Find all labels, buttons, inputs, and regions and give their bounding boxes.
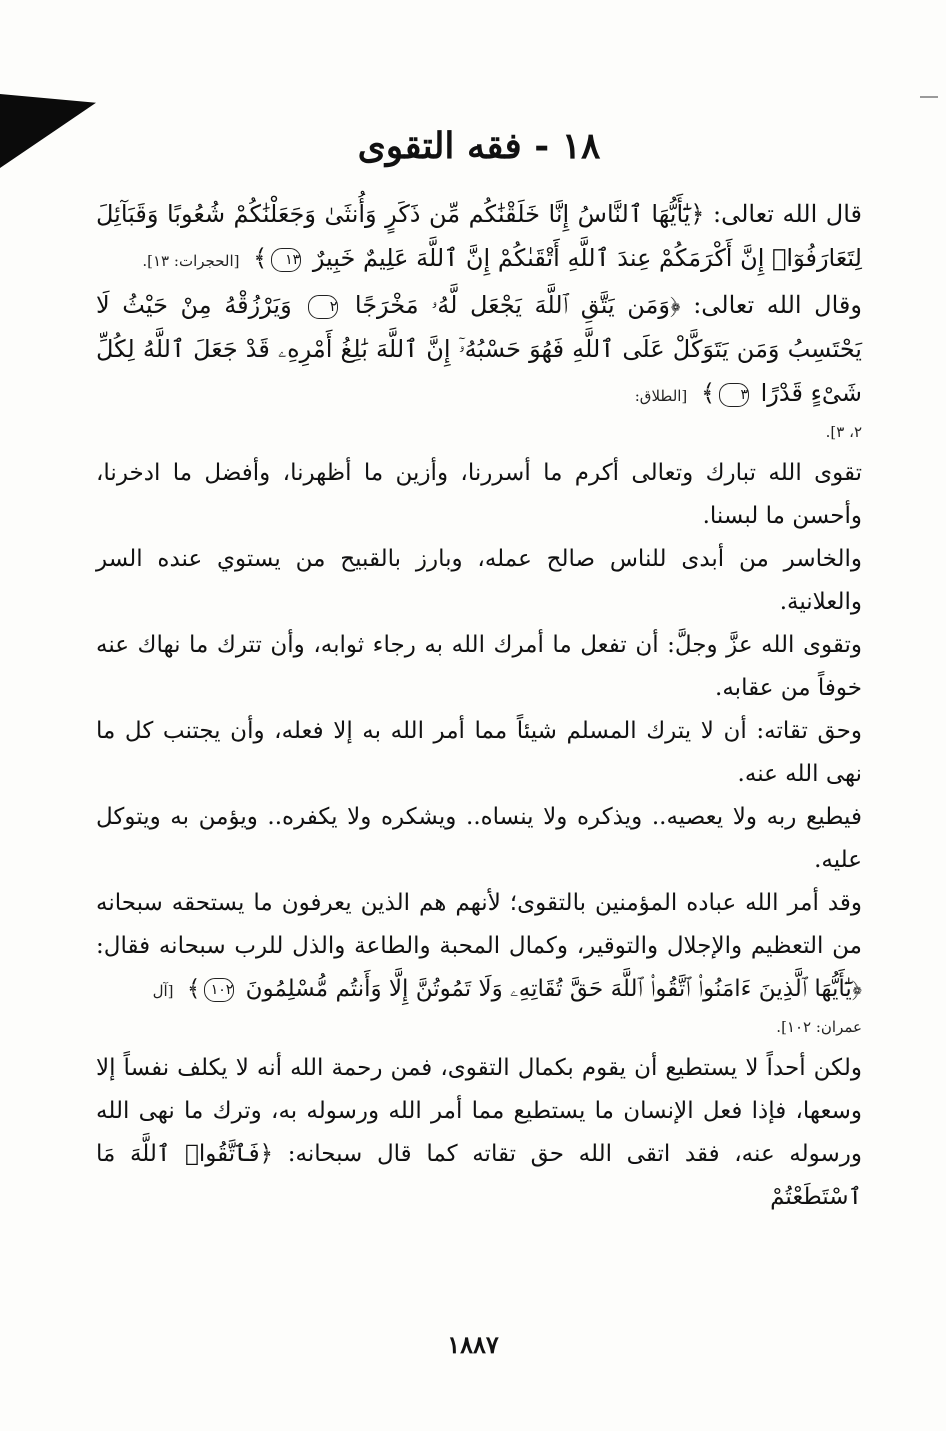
paragraph: فيطيع ربه ولا يعصيه.. ويذكره ولا ينساه.. ويشكره ولا يكفره.. ويؤمن به ويتوكل عليه.: [96, 804, 862, 873]
page-number: ١٨٨٧: [447, 1330, 499, 1359]
verse-reference: [الحجرات: ١٣].: [142, 252, 240, 270]
verse-close-bracket: ﴾: [186, 976, 201, 1002]
quran-verse-text: وَيَرْزُقْهُ مِنْ حَيْثُ لَا يَحْتَسِبُ وَمَن يَتَوَكَّلْ عَلَى ٱللَّهِ فَهُوَ حَسْبُهُۥٓ إِنَّ ٱللَّهَ بَٰلِغُ أَمْرِهِۦ قَدْ جَعَلَ ٱللَّهُ لِكُلِّ شَىْءٍ قَدْرًا: [96, 291, 862, 407]
verse-block-hujurat: [96, 192, 862, 283]
page-corner-shadow: [0, 63, 96, 168]
verse-reference-continued: عمران: ١٠٢].: [776, 1018, 862, 1036]
page-content: [96, 120, 862, 1219]
paragraph-with-verse: [96, 882, 862, 1013]
ayah-number-marker: ١٣: [271, 248, 301, 272]
paragraph: وحق تقاته: أن لا يترك المسلم شيئاً مما أمر الله به إلا فعله، وأن يجتنب كل ما نهى الله عنه.: [96, 718, 862, 787]
quran-verse-text: ﴿وَمَن يَتَّقِ ٱللَّهَ يَجْعَل لَّهُۥ مَخْرَجًا: [354, 291, 681, 319]
quran-verse-text: ﴿يَٰٓأَيُّهَا ٱلنَّاسُ إِنَّا خَلَقْنَٰكُم مِّن ذَكَرٍ وَأُنثَىٰ وَجَعَلْنَٰكُمْ شُعُوبًا وَقَبَآئِلَ لِتَعَارَفُوٓا۟ إِنَّ أَكْرَمَكُمْ عِندَ ٱللَّهِ أَتْقَىٰكُمْ إِنَّ ٱللَّهَ عَلِيمٌ خَبِيرٌ: [96, 200, 862, 272]
chapter-title: ١٨ - فقه التقوى: [357, 125, 601, 167]
paragraph-text: وقد أمر الله عباده المؤمنين بالتقوى؛ لأنهم هم الذين يعرفون ما يستحقه سبحانه من التعظيم والإجلال والتوقير، وكمال المحبة والطاعة والذل للرب سبحانه فقال:: [96, 890, 862, 959]
paragraph-with-verse: [96, 1047, 862, 1219]
verse-close-bracket: ﴾: [700, 379, 715, 407]
verse-reference: [آل: [152, 982, 174, 1000]
verse-reference: [الطلاق:: [634, 387, 688, 405]
verse-intro: وقال الله تعالى:: [693, 291, 862, 319]
ayah-number-marker: ٣: [719, 383, 749, 407]
verse-block-talaq: [96, 283, 862, 418]
ayah-number-marker: ٢: [308, 295, 338, 319]
verse-reference-continued: ٢، ٣].: [825, 423, 862, 441]
quran-verse-text: ﴿فَٱتَّقُوا۟ ٱللَّهَ مَا ٱسْتَطَعْتُمْ: [96, 1141, 862, 1210]
verse-close-bracket: ﴾: [253, 244, 268, 272]
ayah-number-marker: ١٠٢: [204, 978, 234, 1002]
paragraph-text: ولكن أحداً لا يستطيع أن يقوم بكمال التقوى، فمن رحمة الله أنه لا يكلف نفساً إلا وسعها، فإذا فعل الإنسان ما يستطيع مما أمر الله ورسوله به، وترك ما نهى الله ورسوله عنه، فقد اتقى الله حق تقاته كما قال سبحانه:: [96, 1055, 863, 1167]
paragraph: تقوى الله تبارك وتعالى أكرم ما أسررنا، وأزين ما أظهرنا، وأفضل ما ادخرنا، وأحسن ما لبسنا.: [96, 460, 862, 529]
paragraph: وتقوى الله عزَّ وجلَّ: أن تفعل ما أمرك الله به رجاء ثوابه، وأن تترك ما نهاك عنه خوفاً من عقابه.: [96, 632, 862, 701]
verse-intro: قال الله تعالى:: [713, 200, 862, 228]
scan-mark: [920, 96, 938, 98]
quran-verse-text: ﴿يَٰٓأَيُّهَا ٱلَّذِينَ ءَامَنُوا۟ ٱتَّقُوا۟ ٱللَّهَ حَقَّ تُقَاتِهِۦ وَلَا تَمُوتُنَّ إِلَّا وَأَنتُم مُّسْلِمُونَ: [245, 976, 862, 1002]
paragraph: والخاسر من أبدى للناس صالح عمله، وبارز بالقبيح من يستوي عنده السر والعلانية.: [96, 546, 862, 615]
